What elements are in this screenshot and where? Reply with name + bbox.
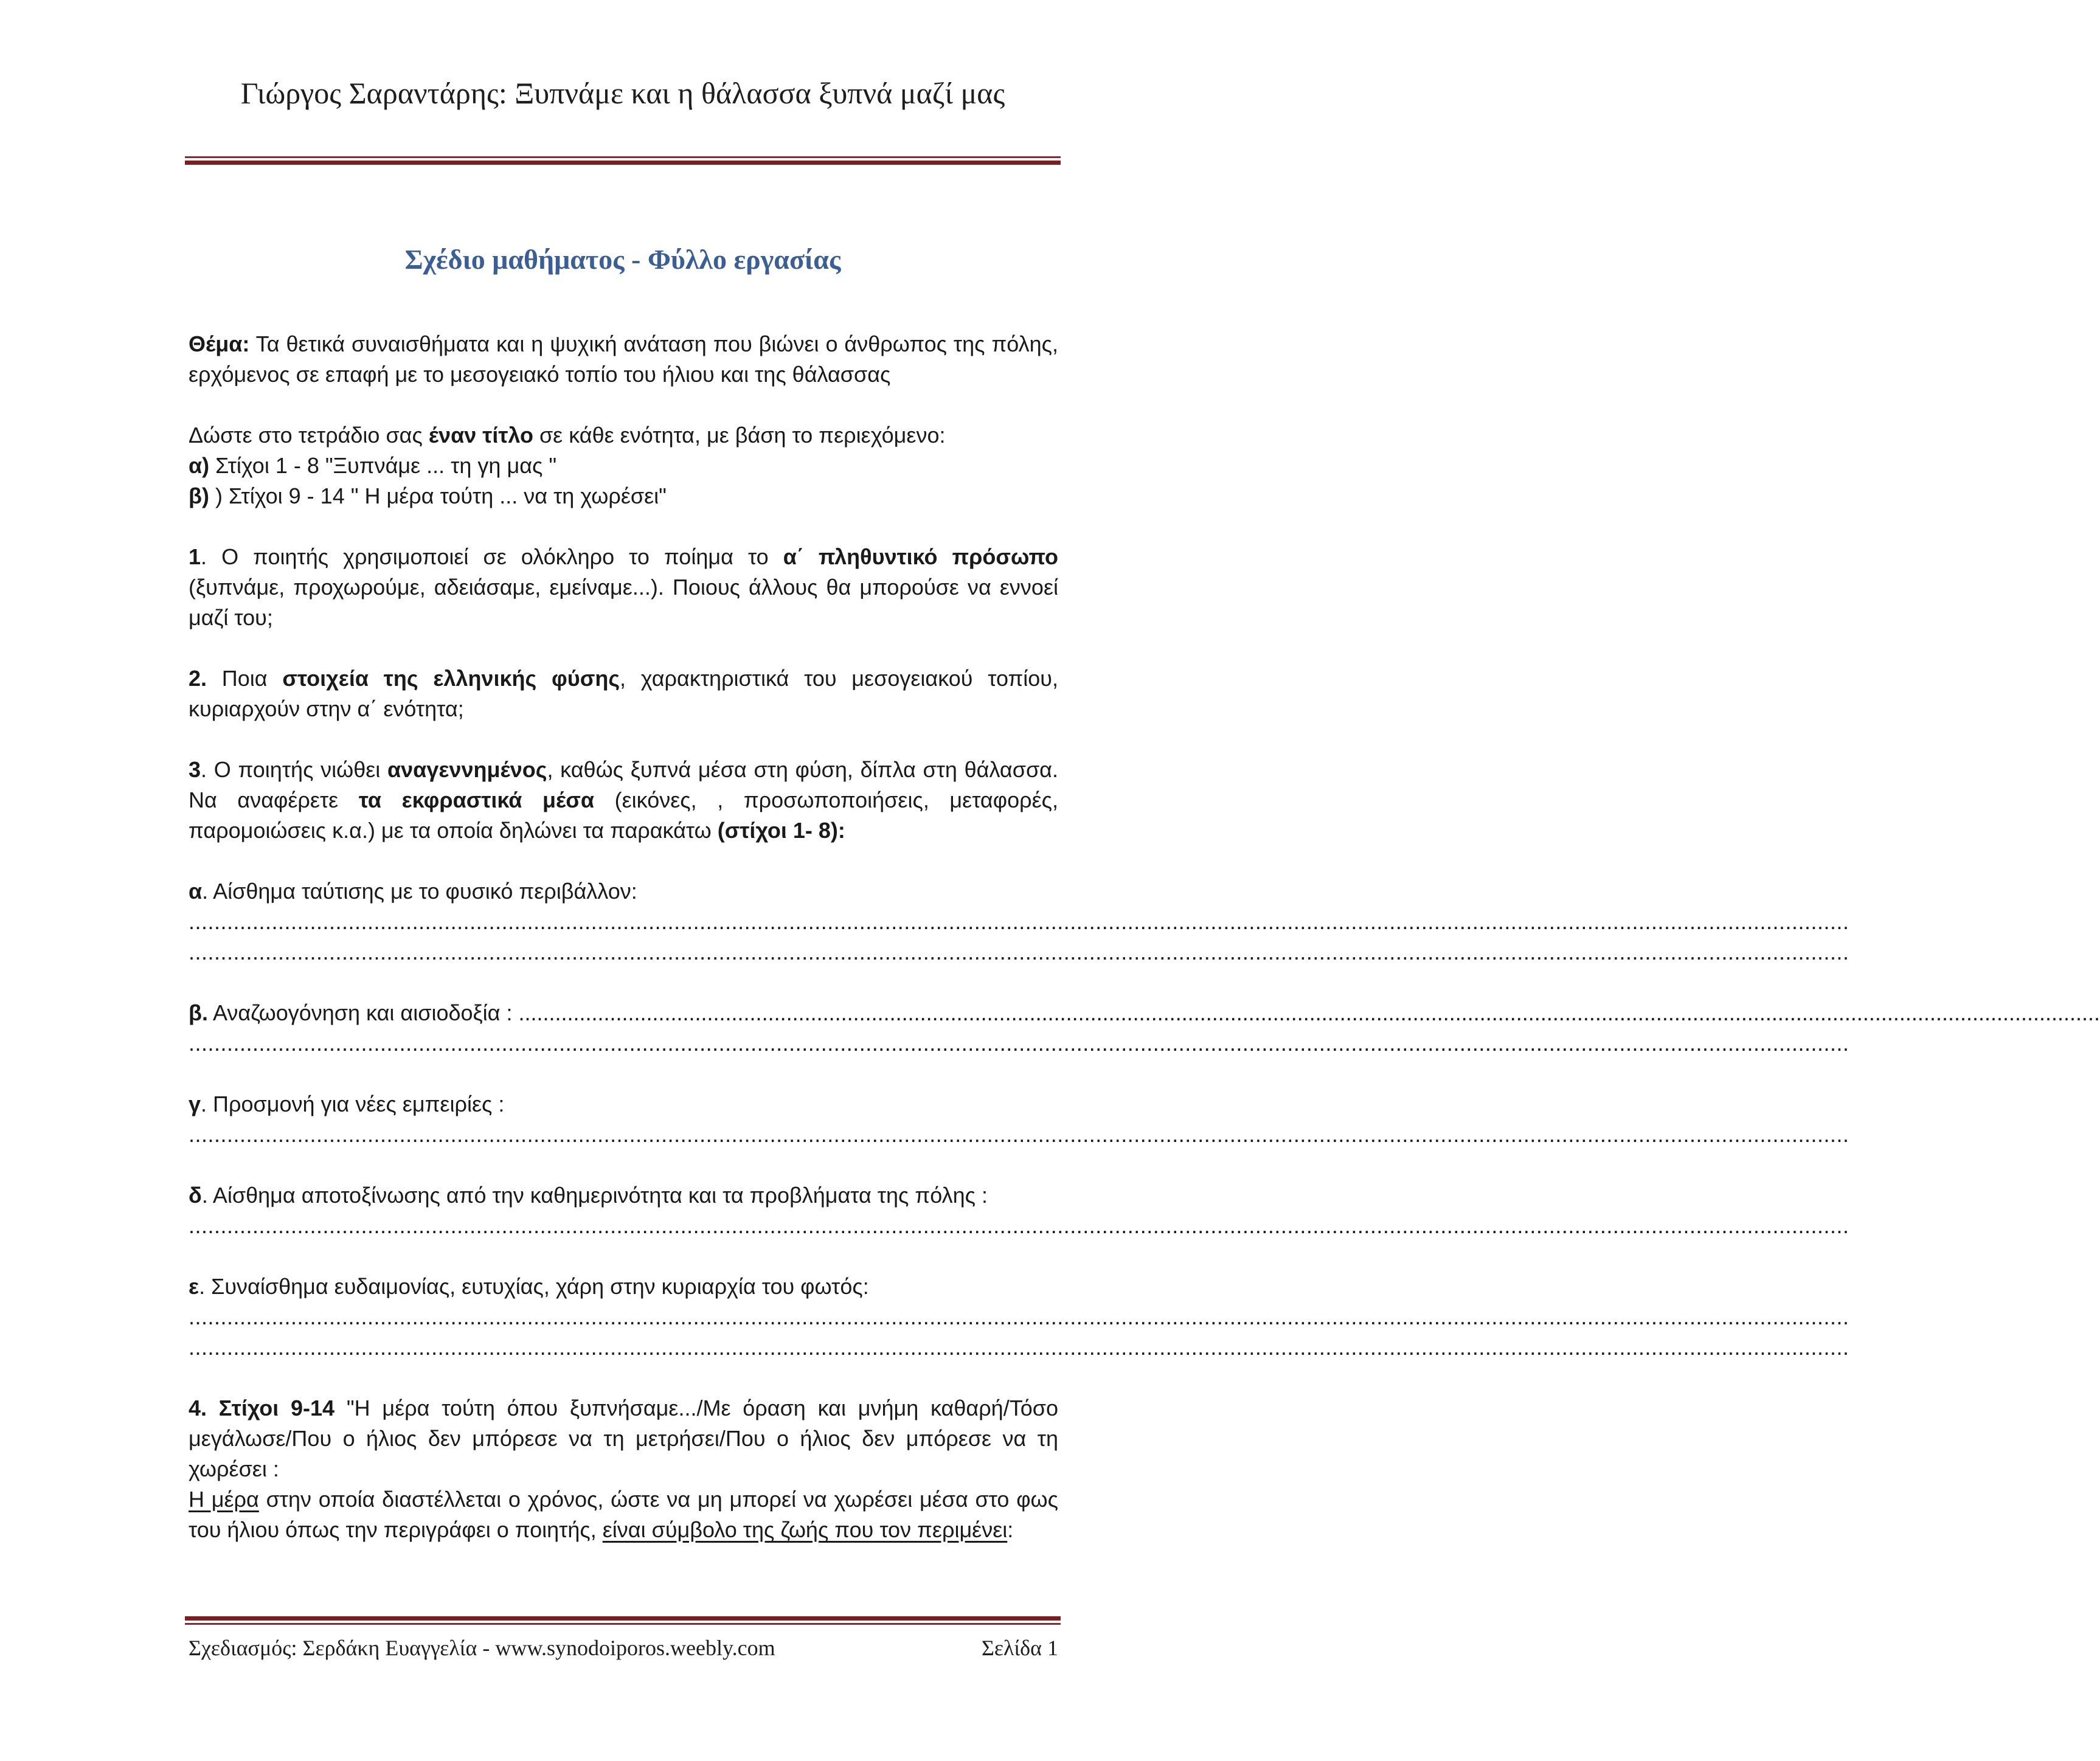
- subquestion-a: [189, 876, 1058, 907]
- document-title: Σχέδιο μαθήματος - Φύλλο εργασίας: [404, 244, 841, 275]
- question-3-text: . Ο ποιητής νιώθει: [201, 757, 388, 782]
- answer-line[interactable]: ....................................................................................................................................................................................................................................................................: [189, 1213, 1849, 1238]
- question-4-underlined-a: Η μέρα: [189, 1487, 259, 1512]
- section-b-label: β): [189, 483, 209, 508]
- question-2: [189, 663, 1058, 724]
- intro-text: Δώστε στο τετράδιο σας: [189, 423, 429, 448]
- document-body: [189, 329, 2100, 1545]
- question-2-text-end: , χαρακτηριστικά του μεσογειακού τοπίου, κυριαρχούν στην α΄ ενότητα;: [189, 666, 1058, 721]
- page-number: Σελίδα 1: [981, 1636, 1058, 1660]
- intro-bold: έναν τίτλο: [428, 423, 533, 448]
- subquestion-a-label: α: [189, 879, 203, 904]
- question-2-bold: στοιχεία της ελληνικής φύσης: [282, 666, 620, 691]
- header-divider: [185, 156, 1061, 165]
- question-4-explanation-text: στην οποία διαστέλλεται ο χρόνος, ώστε να μη μπορεί να χωρέσει μέσα στο φως του ήλιου όπως την περιγράφει ο ποιητής,: [189, 1487, 1058, 1542]
- subquestion-b: [189, 998, 2100, 1028]
- answer-line[interactable]: ....................................................................................................................................................................................................................................................................: [189, 1335, 1849, 1360]
- subquestion-e-text: . Συναίσθημα ευδαιμονίας, ευτυχίας, χάρη στην κυριαρχία του φωτός:: [199, 1274, 869, 1299]
- subquestion-e-label: ε: [189, 1274, 199, 1299]
- section-a-label: α): [189, 453, 210, 478]
- footer-divider: [185, 1616, 1061, 1625]
- question-3-bold-c: (στίχοι 1- 8):: [717, 818, 845, 843]
- intro-instruction: [189, 420, 1058, 451]
- answer-line[interactable]: ....................................................................................................................................................................................................................................................................: [189, 1122, 1849, 1147]
- footer-credit: Σχεδιασμός: Σερδάκη Ευαγγελία - www.synodoiporos.weebly.com: [189, 1636, 775, 1660]
- section-b-line: [189, 481, 1058, 511]
- question-1: [189, 542, 1058, 633]
- page-footer: [189, 1633, 1058, 1663]
- question-3-number: 3: [189, 757, 201, 782]
- question-3-text-b: , καθώς ξυπνά μέσα στη φύση, δίπλα στη θάλασσα. Να αναφέρετε: [189, 757, 1058, 812]
- question-1-text-end: (ξυπνάμε, προχωρούμε, αδειάσαμε, εμείναμε...). Ποιους άλλους θα μπορούσε να εννοεί μαζί του;: [189, 575, 1058, 630]
- question-4: [189, 1393, 1058, 1484]
- answer-line[interactable]: ....................................................................................................................................................................................................................................................................: [518, 1000, 2100, 1025]
- theme-paragraph: [189, 329, 1058, 390]
- running-header-title: Γιώργος Σαραντάρης: Ξυπνάμε και η θάλασσα ξυπνά μαζί μας: [240, 76, 1005, 110]
- section-b-text: ) Στίχοι 9 - 14 " Η μέρα τούτη ... να τη χωρέσει": [209, 483, 667, 508]
- question-3: [189, 755, 1058, 846]
- question-1-number: 1: [189, 544, 201, 569]
- answer-line[interactable]: ....................................................................................................................................................................................................................................................................: [189, 909, 1849, 934]
- subquestion-b-label: β.: [189, 1000, 208, 1025]
- intro-text-end: σε κάθε ενότητα, με βάση το περιεχόμενο:: [533, 423, 946, 448]
- subquestion-b-text: Αναζωογόνηση και αισιοδοξία :: [207, 1000, 519, 1025]
- answer-line[interactable]: ....................................................................................................................................................................................................................................................................: [189, 939, 1849, 964]
- question-4-colon: :: [1007, 1517, 1014, 1542]
- question-3-bold-b: τα εκφραστικά μέσα: [358, 787, 595, 812]
- subquestion-a-text: . Αίσθημα ταύτισης με το φυσικό περιβάλλον:: [202, 879, 637, 904]
- subquestion-g-label: γ: [189, 1092, 201, 1116]
- answer-line[interactable]: ....................................................................................................................................................................................................................................................................: [189, 1304, 1849, 1329]
- question-1-text: . Ο ποιητής χρησιμοποιεί σε ολόκληρο το ποίημα το: [201, 544, 783, 569]
- section-a-line: [189, 451, 1058, 481]
- subquestion-d: [189, 1180, 1058, 1211]
- question-2-text: Ποια: [207, 666, 283, 691]
- subquestion-g: [189, 1089, 1058, 1119]
- theme-text: Τα θετικά συναισθήματα και η ψυχική ανάταση που βιώνει ο άνθρωπος της πόλης, ερχόμενος σε επαφή με το μεσογειακό τοπίο του ήλιου και της θάλασσας: [189, 331, 1058, 387]
- question-4-explanation: [189, 1484, 1058, 1545]
- question-4-underlined-b: είναι σύμβολο της ζωής που τον περιμένει: [602, 1517, 1008, 1542]
- question-4-label: 4. Στίχοι 9-14: [189, 1396, 335, 1420]
- theme-label: Θέμα:: [189, 331, 250, 356]
- question-1-bold: α΄ πληθυντικό πρόσωπο: [783, 544, 1058, 569]
- question-2-number: 2.: [189, 666, 207, 691]
- question-3-text-c: (εικόνες, , προσωποποιήσεις, μεταφορές, παρομοιώσεις κ.α.) με τα οποία δηλώνει τα παρακάτω: [189, 787, 1058, 843]
- question-4-text: "Η μέρα τούτη όπου ξυπνήσαμε.../Με όραση και μνήμη καθαρή/Τόσο μεγάλωσε/Που ο ήλιος δεν μπόρεσε να τη μετρήσει/Που ο ήλιος δεν μπόρεσε να τη χωρέσει :: [189, 1396, 1058, 1481]
- subquestion-d-text: . Αίσθημα αποτοξίνωσης από την καθημερινότητα και τα προβλήματα της πόλης :: [201, 1183, 988, 1208]
- section-a-text: Στίχοι 1 - 8 "Ξυπνάμε ... τη γη μας ": [209, 453, 557, 478]
- question-3-bold-a: αναγεννημένος: [387, 757, 547, 782]
- answer-line[interactable]: ....................................................................................................................................................................................................................................................................: [189, 1031, 1849, 1056]
- subquestion-e: [189, 1271, 1058, 1302]
- subquestion-d-label: δ: [189, 1183, 202, 1208]
- subquestion-g-text: . Προσμονή για νέες εμπειρίες :: [201, 1092, 505, 1116]
